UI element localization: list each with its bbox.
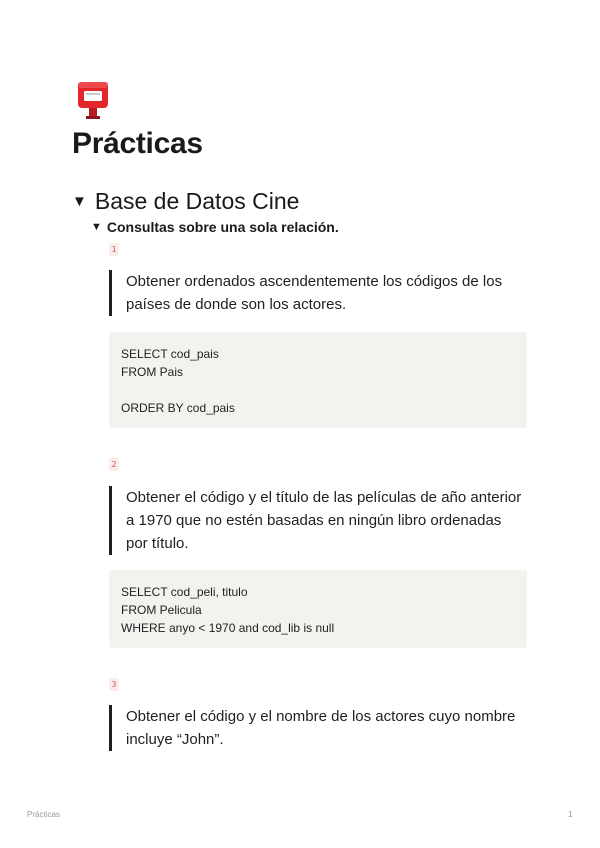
code-line: FROM Pelicula: [121, 603, 202, 617]
toggle-heading-consultas[interactable]: [91, 219, 339, 235]
quote-block: Obtener ordenados ascendentemente los códigos de los países de donde son los actores.: [109, 270, 526, 316]
code-line: FROM Pais: [121, 365, 184, 379]
item-number-badge: 1: [109, 243, 119, 256]
code-line: [121, 381, 515, 399]
footer-page-number: 1: [568, 810, 573, 819]
code-line: ORDER BY cod_pais: [121, 401, 235, 415]
footer-title: Prácticas: [27, 810, 60, 819]
code-block: [109, 570, 527, 648]
quote-block: Obtener el código y el nombre de los actores cuyo nombre incluye “John”.: [109, 705, 526, 751]
toggle-heading-label: Base de Datos Cine: [94, 188, 300, 214]
code-line: SELECT cod_pais: [121, 347, 219, 361]
code-line: SELECT cod_peli, titulo: [121, 585, 248, 599]
quote-block: Obtener el código y el título de las películas de año anterior a 1970 que no estén basadas en ningún libro ordenadas por título.: [109, 486, 526, 555]
page-title: Prácticas: [72, 127, 203, 160]
toggle-triangle-icon[interactable]: ▼: [91, 221, 102, 233]
code-line: WHERE anyo < 1970 and cod_lib is null: [121, 621, 335, 635]
postbox-icon: [76, 80, 110, 120]
item-number-badge: 3: [109, 678, 119, 691]
toggle-heading-label: Consultas sobre una sola relación.: [106, 219, 339, 235]
item-number-badge: 2: [109, 458, 119, 471]
toggle-triangle-icon[interactable]: ▼: [72, 193, 87, 210]
code-block: [109, 332, 527, 428]
toggle-heading-base-datos-cine[interactable]: [72, 188, 299, 215]
